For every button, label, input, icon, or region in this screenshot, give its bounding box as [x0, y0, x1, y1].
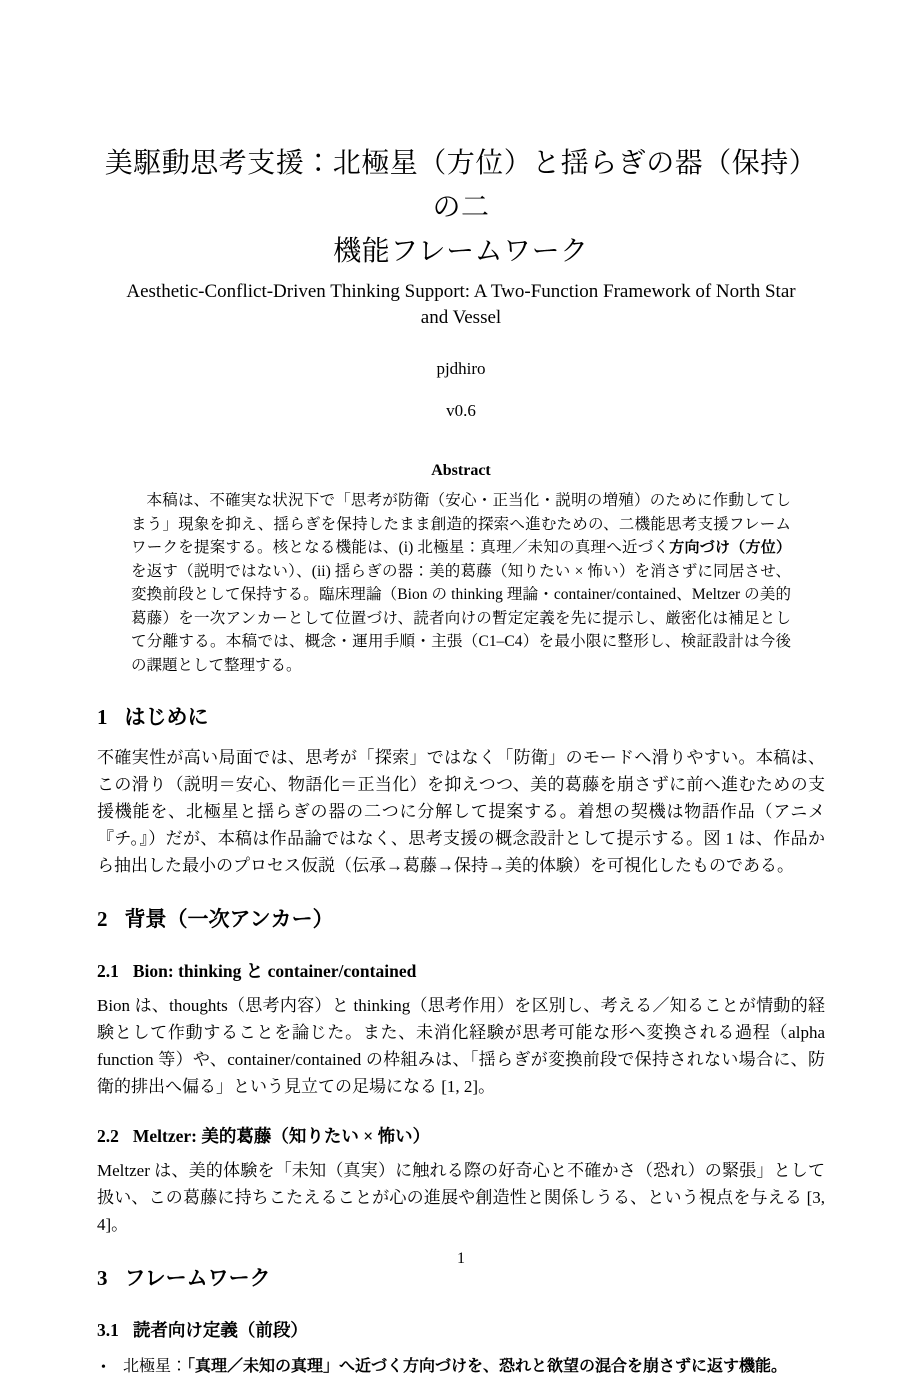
section-2-heading — [97, 904, 825, 935]
author-name: pjdhiro — [436, 359, 486, 378]
paper-title-line-2: 機能フレームワーク — [333, 236, 589, 267]
abstract-text — [131, 489, 791, 677]
abstract-bold-phrase: 方向づけ（方位） — [669, 539, 791, 556]
version-label: v0.6 — [446, 401, 476, 420]
bullet-term: 北極星： — [123, 1358, 188, 1375]
section-1-title: はじめに — [124, 706, 209, 729]
paper-title-line-1: 美駆動思考支援：北極星（方位）と揺らぎの器（保持）の二 — [104, 148, 818, 223]
bullet-definition: 「真理／未知の真理」へ近づく方向づけを、恐れと欲望の混合を崩さずに返す機能。 — [187, 1358, 788, 1375]
section-2-2-number: 2.2 — [97, 1126, 119, 1146]
section-2-1-paragraph: Bion は、thoughts（思考内容）と thinking（思考作用）を区別し、考える／知ることが情動的経験として作動することを論じた。また、未消化経験が思考可能な形へ変換される過程（alpha function 等）や、container/contained の枠組みは、「揺らぎが変換前段で保持されない場合に、防衛的排出へ偏る」という見立ての足場になる [1, 2]。 — [97, 996, 825, 1096]
section-3-1-title: 読者向け定義（前段） — [132, 1320, 308, 1340]
section-3-number: 3 — [97, 1266, 108, 1290]
section-1-heading — [97, 702, 825, 733]
bullet-icon: • — [101, 1360, 106, 1375]
page-number: 1 — [457, 1250, 465, 1267]
paper-title-english-line-2: and Vessel — [420, 307, 502, 328]
abstract-text-part-1: 本稿は、不確実な状況下で「思考が防衛（安心・正当化・説明の増殖）のために作動してしまう」現象を抑え、揺らぎを保持したまま創造的探索へ進むための、二機能思考支援フレームワークを提案する。核となる機能は、(i) 北極星：真理／未知の真理へ近づく — [131, 492, 791, 556]
section-3-title: フレームワーク — [124, 1267, 271, 1290]
section-3-1-number: 3.1 — [97, 1320, 119, 1340]
definition-list-item — [101, 1355, 825, 1380]
section-2-2-paragraph: Meltzer は、美的体験を「未知（真実）に触れる際の好奇心と不確かさ（恐れ）の緊張」として扱い、この葛藤に持ちこたえることが心の進展や創造性と関係しうる、という視点を与える [3, 4]。 — [97, 1161, 825, 1234]
section-1-number: 1 — [97, 705, 108, 729]
paper-title-english-line-1: Aesthetic-Conflict-Driven Thinking Support: A Two-Function Framework of North Star — [126, 281, 796, 302]
section-2-number: 2 — [97, 907, 108, 931]
section-2-1-title: Bion: thinking と container/contained — [132, 961, 417, 981]
abstract-heading: Abstract — [431, 462, 491, 479]
abstract-text-part-2: を返す（説明ではない）、(ii) 揺らぎの器：美的葛藤（知りたい × 怖い）を消さずに同居させ、変換前段として保持する。臨床理論（Bion の thinking 理論・container/contained、Meltzer の美的葛藤）を一次アンカーとして位置づけ、読者向けの暫定定義を先に提示し、厳密化は補足として分離する。本稿では、概念・運用手順・主張（C1–C4）を最小限に整形し、検証設計は今後の課題として整理する。 — [131, 562, 791, 674]
section-2-title: 背景（一次アンカー） — [124, 908, 334, 931]
paper-title-japanese — [97, 142, 825, 274]
section-3-1-heading — [97, 1318, 825, 1342]
section-2-1-heading — [97, 959, 825, 983]
paper-title-english — [97, 279, 825, 331]
bullet-text — [123, 1355, 825, 1379]
section-2-2-heading — [97, 1124, 825, 1148]
section-2-2-title: Meltzer: 美的葛藤（知りたい × 怖い） — [132, 1126, 431, 1146]
section-1-paragraph: 不確実性が高い局面では、思考が「探索」ではなく「防衛」のモードへ滑りやすい。本稿は、この滑り（説明＝安心、物語化＝正当化）を抑えつつ、美的葛藤を崩さずに前へ進むための支援機能を、北極星と揺らぎの器の二つに分解して提案する。着想の契機は物語作品（アニメ『チ。』）だが、本稿は作品論ではなく、思考支援の概念設計として提示する。図 1 は、作品から抽出した最小のプロセス仮説（伝承→葛藤→保持→美的体験）を可視化したものである。 — [97, 748, 825, 875]
section-2-1-number: 2.1 — [97, 961, 119, 981]
